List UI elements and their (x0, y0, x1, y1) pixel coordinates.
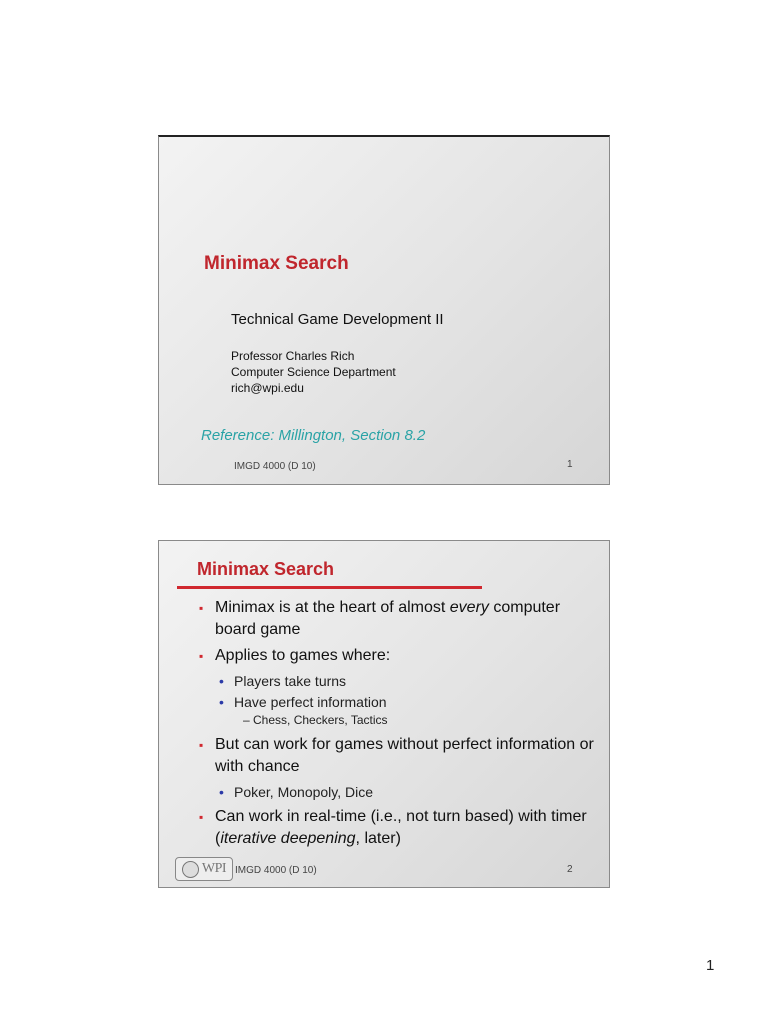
slide-1 (158, 135, 610, 485)
slide-title: Minimax Search (197, 559, 335, 579)
bullet-item: ▪ But can work for games without perfect information or with chance (199, 734, 599, 778)
title-underline (177, 586, 482, 589)
slide-number: 2 (567, 864, 573, 875)
slide-number: 1 (567, 459, 573, 470)
wpi-logo: WPI (175, 857, 233, 881)
bullet-list (199, 597, 599, 854)
page-number: 1 (706, 957, 715, 974)
author-department: Computer Science Department (231, 365, 396, 379)
bullet-item: ▪ Minimax is at the heart of almost every computer board game (199, 597, 599, 641)
sub-bullet-item: • Players take turns (219, 673, 347, 689)
author-block (231, 348, 396, 396)
author-name: Professor Charles Rich (231, 349, 355, 363)
slide-subtitle: Technical Game Development II (231, 311, 444, 328)
slide-title: Minimax Search (204, 253, 349, 274)
sub-bullet-item: • Have perfect information (219, 694, 387, 710)
sub-sub-bullet-item: – Chess, Checkers, Tactics (243, 713, 388, 727)
sub-bullet-item: • Poker, Monopoly, Dice (219, 784, 374, 800)
author-email: rich@wpi.edu (231, 381, 304, 395)
bullet-item: ▪ Applies to games where: (199, 645, 599, 667)
slide-2 (158, 540, 610, 888)
footer-course: IMGD 4000 (D 10) (234, 461, 316, 472)
footer-course: IMGD 4000 (D 10) (235, 865, 317, 876)
reference-text: Reference: Millington, Section 8.2 (201, 427, 426, 444)
seal-icon (182, 861, 199, 878)
bullet-item: ▪ Can work in real-time (i.e., not turn based) with timer (iterative deepening, later) (199, 806, 599, 850)
